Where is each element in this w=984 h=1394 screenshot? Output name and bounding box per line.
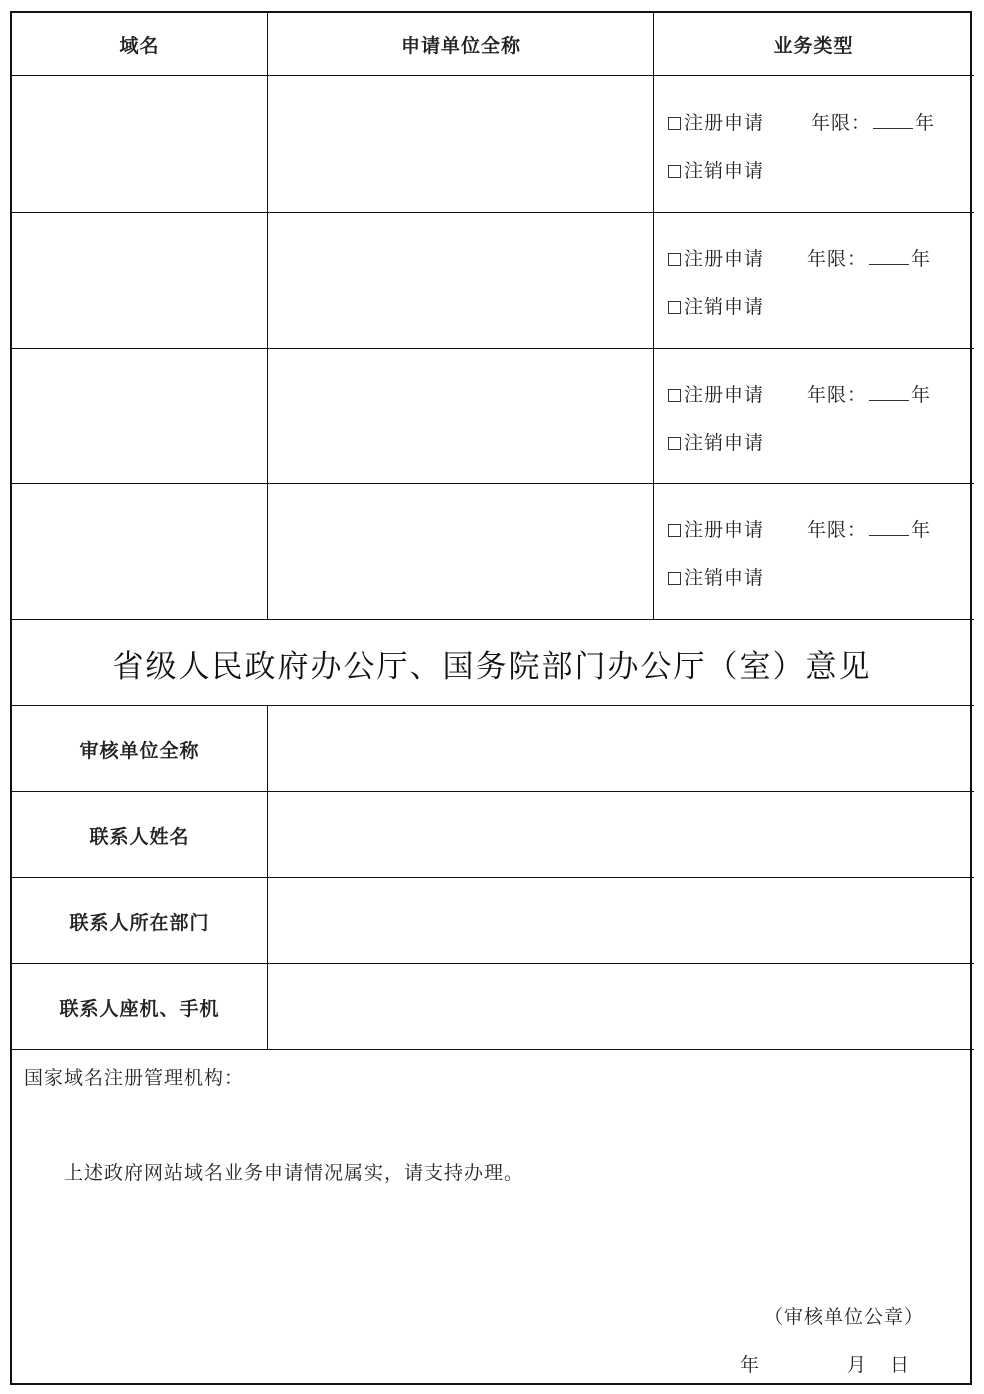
cancel-option[interactable] [668,292,764,319]
cancel-label: 注销申请 [684,296,765,318]
row-divider [10,483,974,484]
cancel-option[interactable] [668,156,764,183]
row-divider [10,348,974,349]
section-title: 省级人民政府办公厅、国务院部门办公厅（室）意见 [112,648,872,685]
row-divider [10,1049,974,1050]
cancel-option[interactable] [668,563,764,590]
header-applicant: 申请单位全称 [400,34,521,57]
years-label: 年限： [807,384,868,406]
register-option[interactable] [668,244,764,271]
row-divider [10,75,974,76]
register-option[interactable] [668,108,764,135]
row-divider [10,791,974,792]
register-label: 注册申请 [684,248,765,270]
years-label: 年限： [811,112,872,134]
row-divider [10,963,974,964]
column-divider [653,11,654,619]
years-blank[interactable] [869,386,909,401]
date-day: 日 [890,1354,911,1376]
cancel-checkbox[interactable] [668,165,681,178]
column-divider [267,11,268,619]
date-year: 年 [740,1354,761,1376]
register-label: 注册申请 [684,112,765,134]
cancel-checkbox[interactable] [668,301,681,314]
row-divider [10,619,974,620]
years-blank[interactable] [869,250,909,265]
years-unit: 年 [911,384,932,406]
date-month: 月 [847,1354,868,1376]
row-divider [10,877,974,878]
register-label: 注册申请 [684,519,765,541]
years-label: 年限： [807,248,868,270]
contact-dept-label: 联系人所在部门 [69,911,210,934]
header-domain: 域名 [119,34,160,57]
cancel-label: 注销申请 [684,432,765,454]
years-unit: 年 [911,519,932,541]
years-unit: 年 [911,248,932,270]
register-checkbox[interactable] [668,117,681,130]
register-option[interactable] [668,380,764,407]
seal-label: （审核单位公章） [764,1306,925,1328]
cancel-label: 注销申请 [684,567,765,589]
years-label: 年限： [807,519,868,541]
years-blank[interactable] [869,521,909,536]
column-divider [267,705,268,1049]
cancel-checkbox[interactable] [668,437,681,450]
cancel-checkbox[interactable] [668,572,681,585]
cancel-option[interactable] [668,428,764,455]
register-option[interactable] [668,515,764,542]
years-field[interactable] [807,244,931,271]
years-blank[interactable] [873,114,913,129]
addressee: 国家域名注册管理机构： [24,1067,245,1089]
register-checkbox[interactable] [668,389,681,402]
contact-phone-label: 联系人座机、手机 [59,997,220,1020]
years-field[interactable] [807,515,931,542]
header-business-type: 业务类型 [773,34,854,57]
years-unit: 年 [915,112,936,134]
register-checkbox[interactable] [668,253,681,266]
row-divider [10,212,974,213]
statement: 上述政府网站域名业务申请情况属实，请支持办理。 [64,1162,525,1184]
years-field[interactable] [811,108,935,135]
cancel-label: 注销申请 [684,160,765,182]
review-unit-label: 审核单位全称 [79,739,200,762]
contact-name-label: 联系人姓名 [89,825,190,848]
register-label: 注册申请 [684,384,765,406]
years-field[interactable] [807,380,931,407]
register-checkbox[interactable] [668,524,681,537]
row-divider [10,705,974,706]
